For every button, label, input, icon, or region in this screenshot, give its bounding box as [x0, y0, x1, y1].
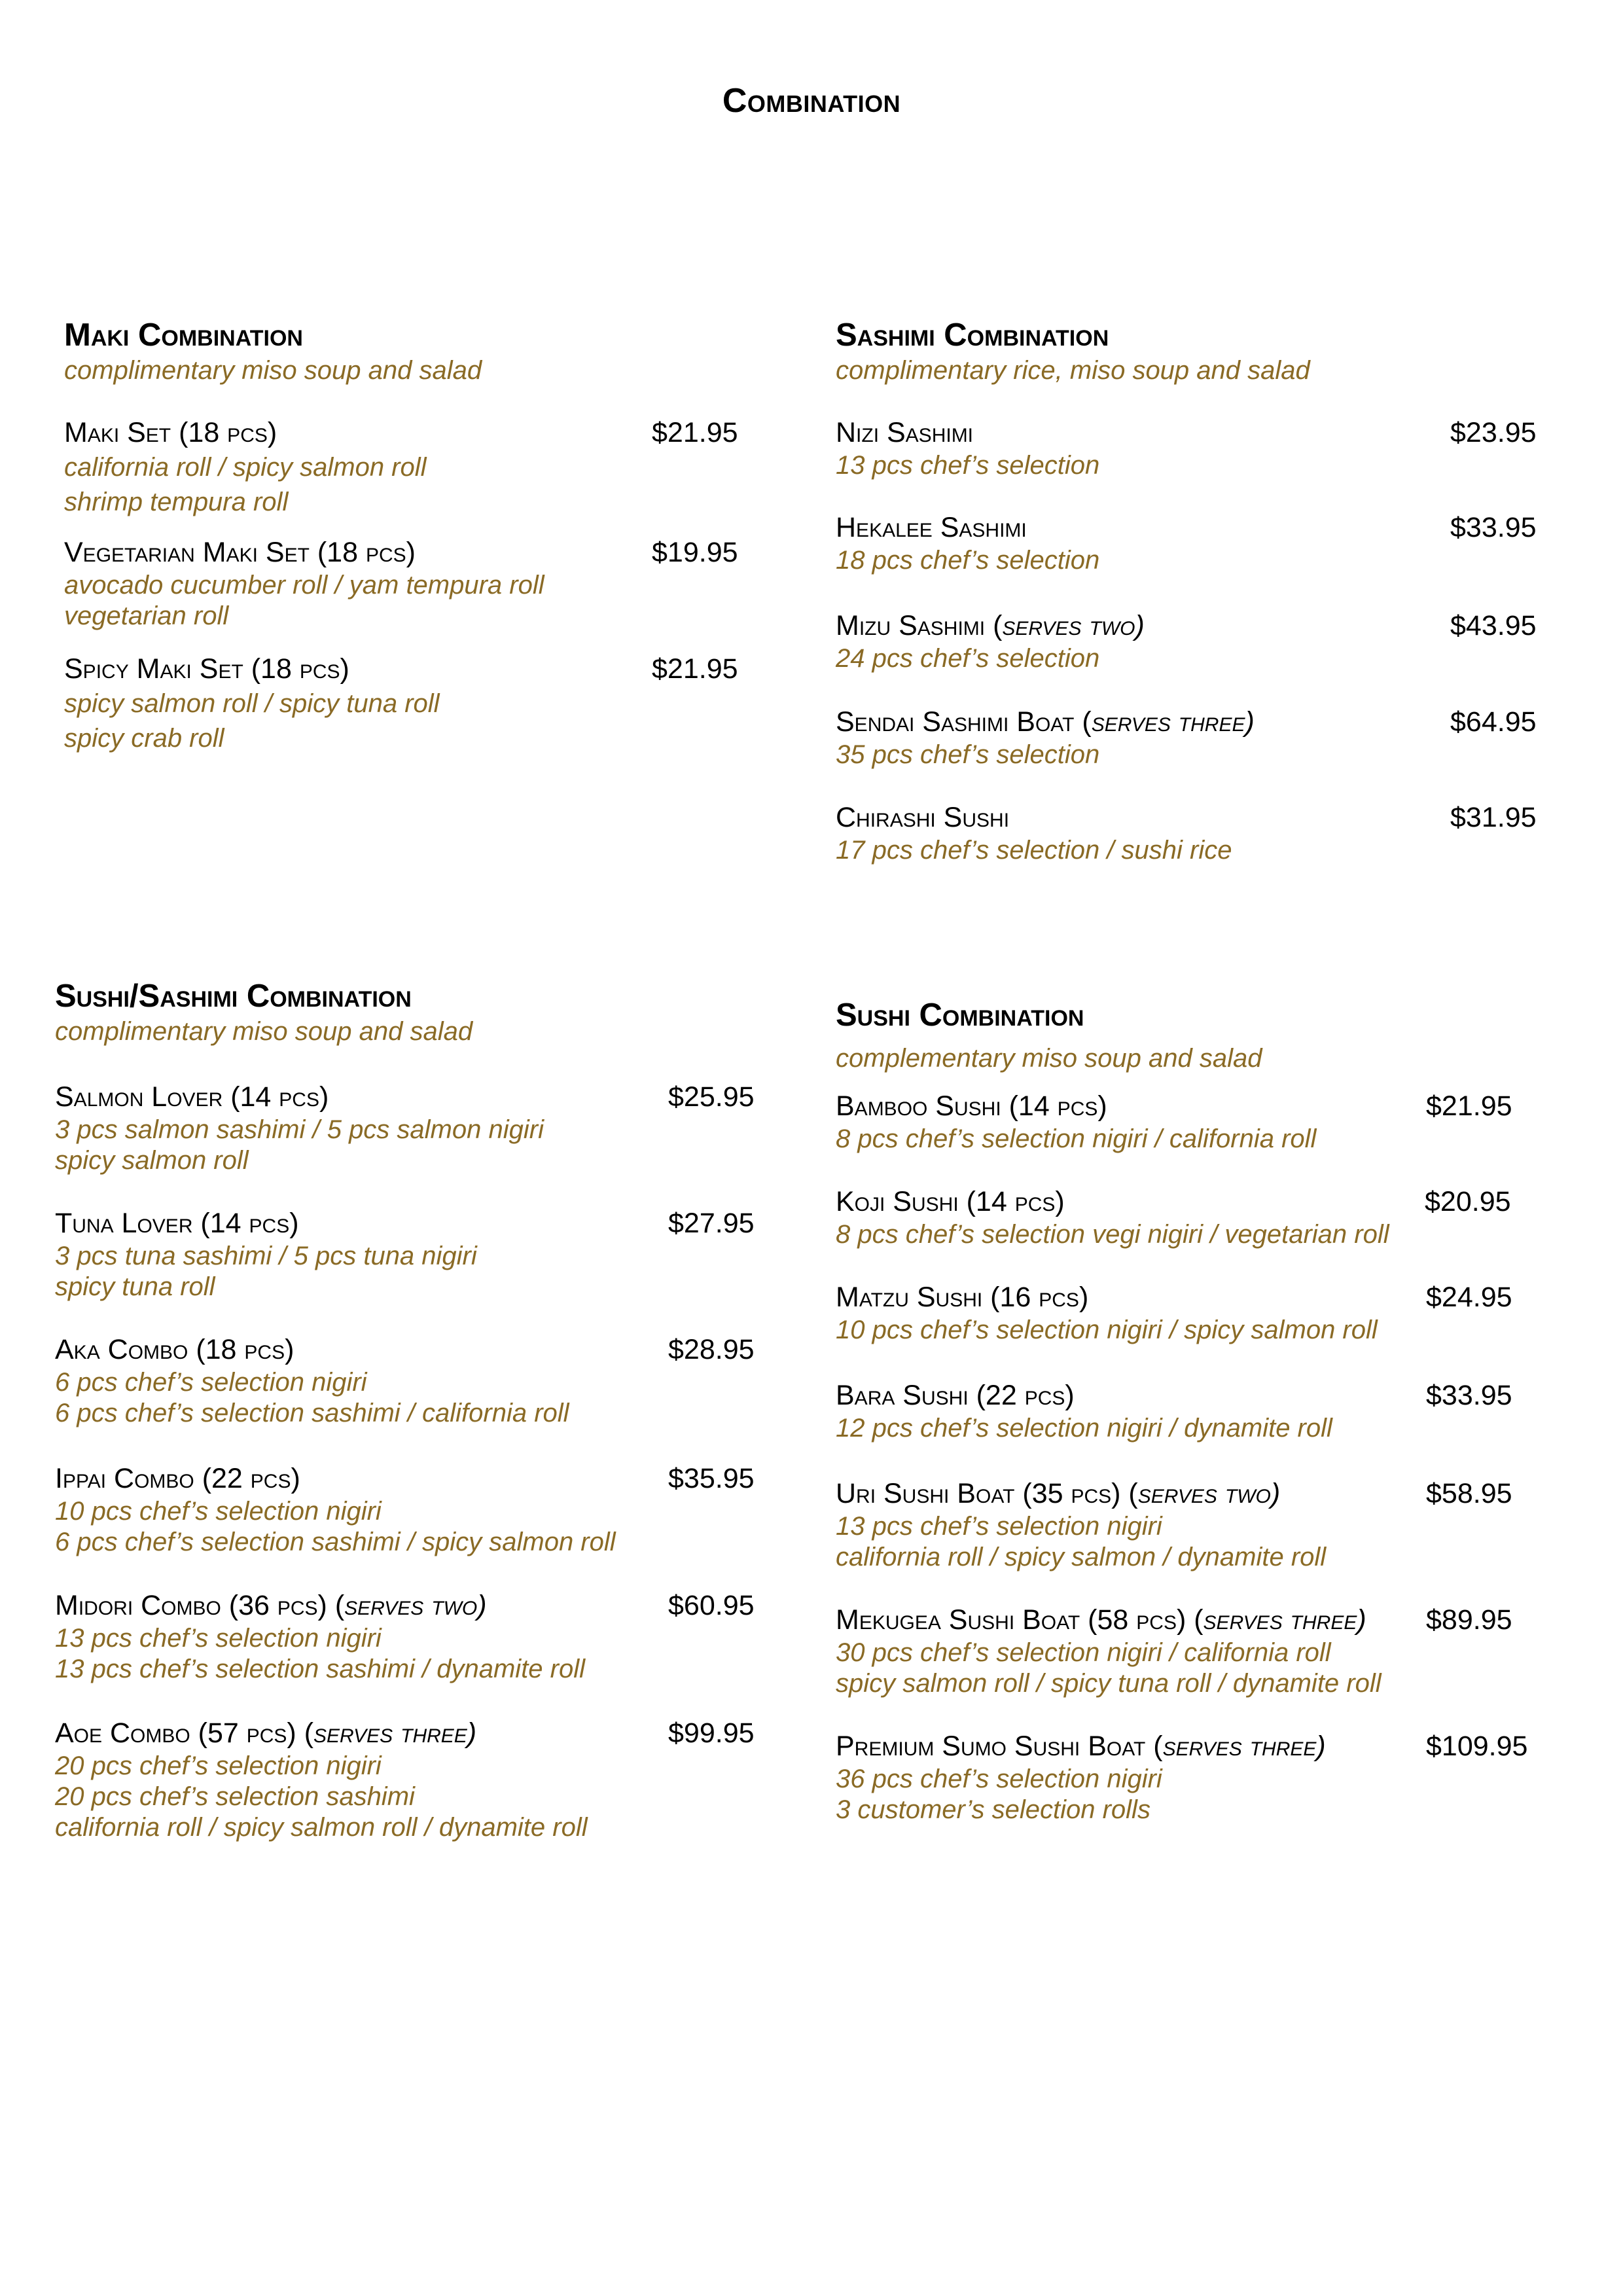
- item-desc: spicy salmon roll / spicy tuna roll / dynamite roll: [836, 1668, 1382, 1698]
- item-name: Uri Sushi Boat (35 pcs) (serves two): [836, 1478, 1281, 1509]
- item-name: Aka Combo (18 pcs): [55, 1334, 294, 1365]
- item-name: Mekugea Sushi Boat (58 pcs) (serves three): [836, 1604, 1366, 1636]
- item-name: Matzu Sushi (16 pcs): [836, 1282, 1089, 1313]
- item-name: Maki Set (18 pcs): [64, 417, 277, 448]
- item-price: $31.95: [1450, 802, 1537, 833]
- item-desc: california roll / spicy salmon roll: [64, 452, 427, 482]
- item-desc: 10 pcs chef’s selection nigiri: [55, 1496, 382, 1526]
- item-price: $24.95: [1426, 1282, 1512, 1313]
- item-price: $21.95: [652, 417, 738, 448]
- item-desc: california roll / spicy salmon / dynamite roll: [836, 1542, 1327, 1571]
- section-subtitle: complimentary miso soup and salad: [55, 1016, 473, 1046]
- item-name: Ippai Combo (22 pcs): [55, 1463, 300, 1494]
- item-desc: 8 pcs chef’s selection nigiri / california roll: [836, 1124, 1317, 1153]
- section-sushi: [836, 997, 1569, 1824]
- item-name: Mizu Sashimi (serves two): [836, 610, 1145, 641]
- section-title: Sushi Combination: [836, 997, 1084, 1033]
- item-desc: 30 pcs chef’s selection nigiri / california roll: [836, 1638, 1331, 1667]
- item-price: $19.95: [652, 537, 738, 568]
- menu-item: [55, 1207, 762, 1302]
- item-desc: california roll / spicy salmon roll / dynamite roll: [55, 1812, 588, 1842]
- item-price: $109.95: [1426, 1731, 1528, 1762]
- item-desc: shrimp tempura roll: [64, 487, 289, 516]
- item-price: $43.95: [1450, 610, 1537, 641]
- item-desc: 3 customer’s selection rolls: [836, 1795, 1150, 1824]
- item-price: $33.95: [1426, 1380, 1512, 1411]
- item-desc: 13 pcs chef’s selection nigiri: [836, 1511, 1162, 1541]
- item-price: $28.95: [668, 1334, 755, 1365]
- item-name: Bara Sushi (22 pcs): [836, 1380, 1075, 1411]
- menu-item: [836, 1090, 1556, 1155]
- item-desc: 17 pcs chef’s selection / sushi rice: [836, 835, 1232, 865]
- item-desc: 24 pcs chef’s selection: [836, 643, 1100, 673]
- item-price: $99.95: [668, 1717, 755, 1749]
- item-price: $27.95: [668, 1208, 755, 1239]
- item-price: $21.95: [1426, 1090, 1512, 1122]
- item-name: Salmon Lover (14 pcs): [55, 1081, 329, 1113]
- menu-item: [836, 1379, 1556, 1444]
- section-sushi-sashimi: [55, 978, 775, 1842]
- page-title: Combination: [722, 82, 901, 120]
- menu-item: [55, 1462, 762, 1558]
- item-desc: 3 pcs salmon sashimi / 5 pcs salmon nigiri: [55, 1115, 544, 1144]
- item-desc: 36 pcs chef’s selection nigiri: [836, 1764, 1162, 1793]
- item-desc: spicy salmon roll / spicy tuna roll: [64, 689, 440, 718]
- menu-item: [836, 416, 1543, 481]
- item-name: Bamboo Sushi (14 pcs): [836, 1090, 1107, 1122]
- section-title: Sashimi Combination: [836, 317, 1109, 353]
- section-sashimi: [836, 317, 1556, 865]
- item-price: $64.95: [1450, 706, 1537, 738]
- item-name: Premium Sumo Sushi Boat (serves three): [836, 1731, 1326, 1762]
- item-price: $25.95: [668, 1081, 755, 1113]
- menu-item: [836, 801, 1543, 866]
- item-name: Spicy Maki Set (18 pcs): [64, 653, 349, 685]
- section-title: Sushi/Sashimi Combination: [55, 978, 412, 1014]
- item-desc: 35 pcs chef’s selection: [836, 740, 1100, 769]
- item-name: Koji Sushi (14 pcs): [836, 1186, 1065, 1217]
- item-price: $89.95: [1426, 1604, 1512, 1636]
- item-desc: 18 pcs chef’s selection: [836, 545, 1100, 575]
- item-desc: 13 pcs chef’s selection nigiri: [55, 1623, 382, 1653]
- item-name: Aoe Combo (57 pcs) (serves three): [55, 1717, 477, 1749]
- item-desc: 6 pcs chef’s selection nigiri: [55, 1367, 367, 1397]
- item-name: Tuna Lover (14 pcs): [55, 1208, 299, 1239]
- item-desc: 20 pcs chef’s selection sashimi: [55, 1782, 415, 1811]
- item-name: Midori Combo (36 pcs) (serves two): [55, 1590, 487, 1621]
- menu-item: [836, 609, 1543, 674]
- item-name: Hekalee Sashimi: [836, 512, 1027, 543]
- section-subtitle: complimentary rice, miso soup and salad: [836, 355, 1310, 385]
- item-desc: 20 pcs chef’s selection nigiri: [55, 1751, 382, 1780]
- section-subtitle: complementary miso soup and salad: [836, 1043, 1262, 1073]
- item-price: $60.95: [668, 1590, 755, 1621]
- section-subtitle: complimentary miso soup and salad: [64, 355, 482, 385]
- menu-item: [836, 706, 1543, 770]
- item-price: $33.95: [1450, 512, 1537, 543]
- item-desc: 6 pcs chef’s selection sashimi / spicy salmon roll: [55, 1527, 616, 1556]
- item-desc: 6 pcs chef’s selection sashimi / california roll: [55, 1398, 569, 1427]
- section-maki: [64, 317, 758, 753]
- item-desc: spicy tuna roll: [55, 1272, 215, 1301]
- item-desc: 13 pcs chef’s selection: [836, 450, 1100, 480]
- menu-item: [64, 653, 745, 756]
- menu-item: [64, 536, 745, 632]
- item-desc: 12 pcs chef’s selection nigiri / dynamite roll: [836, 1413, 1332, 1443]
- item-desc: 10 pcs chef’s selection nigiri / spicy salmon roll: [836, 1315, 1378, 1344]
- menu-item: [55, 1589, 762, 1685]
- menu-item: [55, 1333, 762, 1429]
- item-desc: spicy salmon roll: [55, 1145, 249, 1175]
- item-price: $23.95: [1450, 417, 1537, 448]
- item-price: $58.95: [1426, 1478, 1512, 1509]
- item-desc: spicy crab roll: [64, 723, 224, 753]
- item-price: $35.95: [668, 1463, 755, 1494]
- item-desc: avocado cucumber roll / yam tempura roll: [64, 570, 544, 600]
- menu-item: [836, 511, 1543, 576]
- item-price: $20.95: [1425, 1186, 1511, 1217]
- menu-item: [55, 1717, 762, 1843]
- menu-item: [55, 1081, 762, 1176]
- item-name: Vegetarian Maki Set (18 pcs): [64, 537, 416, 568]
- menu-item: [836, 1604, 1556, 1699]
- item-desc: 13 pcs chef’s selection sashimi / dynamite roll: [55, 1654, 585, 1683]
- item-desc: 8 pcs chef’s selection vegi nigiri / vegetarian roll: [836, 1219, 1389, 1249]
- section-title: Maki Combination: [64, 317, 303, 353]
- item-name: Chirashi Sushi: [836, 802, 1010, 833]
- menu-item: [836, 1477, 1556, 1573]
- menu-item: [836, 1730, 1556, 1825]
- menu-item: [836, 1185, 1556, 1250]
- item-desc: vegetarian roll: [64, 601, 229, 630]
- item-name: Nizi Sashimi: [836, 417, 974, 448]
- menu-item: [836, 1281, 1556, 1346]
- item-desc: 3 pcs tuna sashimi / 5 pcs tuna nigiri: [55, 1241, 477, 1270]
- item-price: $21.95: [652, 653, 738, 685]
- menu-item: [64, 416, 745, 520]
- item-name: Sendai Sashimi Boat (serves three): [836, 706, 1255, 738]
